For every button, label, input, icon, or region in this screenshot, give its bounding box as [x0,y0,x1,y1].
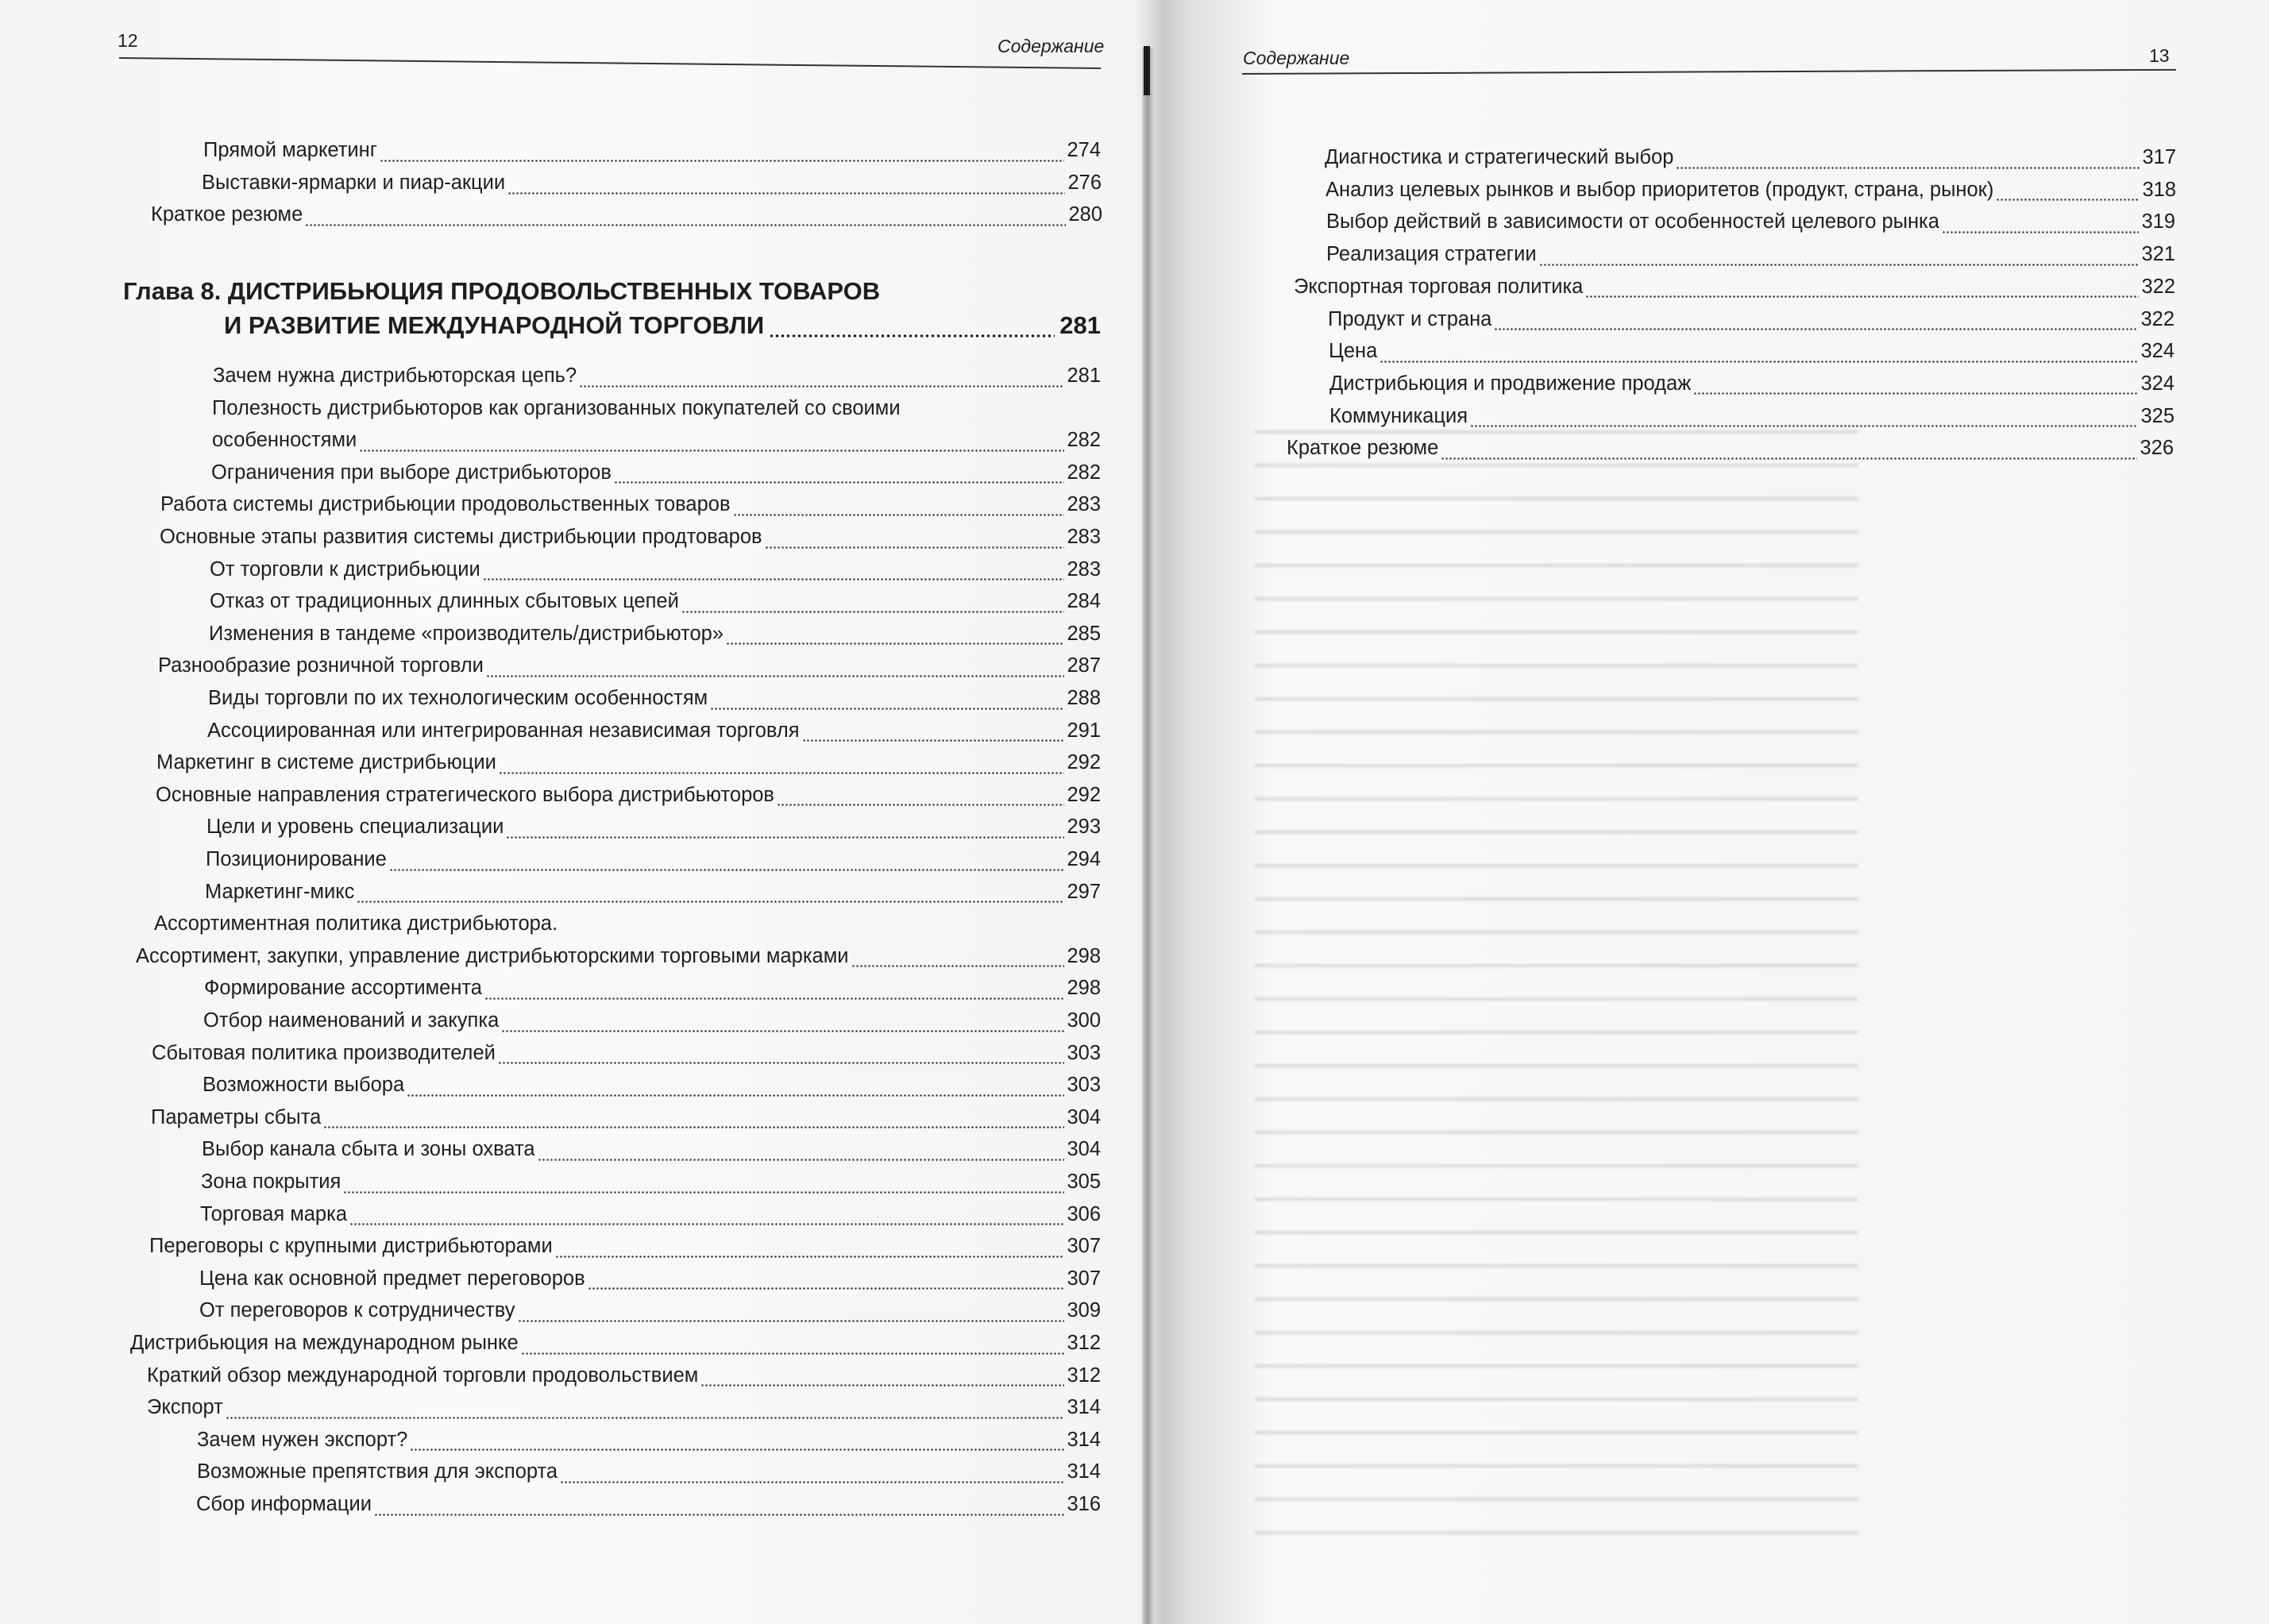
dot-leader [765,546,1065,549]
toc-entry-title: Дистрибьюция на международном рынке [130,1332,519,1354]
dot-leader [1693,392,2138,395]
toc-entry-title: Переговоры с крупными дистрибьюторами [149,1235,553,1258]
dot-leader [700,1384,1064,1387]
header-rule-left [119,57,1101,69]
toc-entry [136,945,1101,977]
dot-leader [588,1287,1065,1290]
dot-leader [726,642,1064,645]
page-number-right: 13 [2149,45,2170,66]
toc-entry [212,397,1101,429]
toc-entry [151,203,1102,235]
dot-leader [851,965,1065,967]
toc-entry-title: Экспорт [147,1396,223,1419]
toc-entry [147,1364,1101,1396]
toc-entry-title: Виды торговли по их технологическим особенностям [208,687,708,709]
toc-entry-title: Ограничения при выборе дистрибьюторов [211,461,612,484]
toc-entry [205,881,1101,912]
toc-entry-title: Краткий обзор международной торговли продовольствием [147,1364,699,1387]
toc-entry-title: Маркетинг в системе дистрибьюции [156,751,496,774]
running-header-right: Содержание [1243,48,1350,68]
toc-entry-page: 304 [1067,1105,1101,1128]
toc-entry-title: Формирование ассортимента [204,977,482,1000]
toc-entry [207,719,1101,751]
dot-leader [518,1320,1065,1322]
chapter-title-text: И РАЗВИТИЕ МЕЖДУНАРОДНОЙ ТОРГОВЛИ [224,311,765,339]
toc-entry-page: 314 [1067,1396,1101,1419]
toc-entry [1329,372,2174,404]
toc-entry-page: 324 [2140,372,2174,395]
toc-entry-title: Выбор действий в зависимости от особенностей целевого рынка [1326,210,1939,233]
dot-leader [323,1126,1064,1128]
toc-entry-page: 284 [1067,590,1101,613]
toc-entry-title: Полезность дистрибьюторов как организованных покупателей со своими [212,396,901,419]
toc-entry-title: Разнообразие розничной торговли [158,654,484,677]
toc-entry-page: 316 [1067,1493,1101,1515]
dot-leader [501,1030,1064,1032]
toc-entry-title: Диагностика и стратегический выбор [1325,146,1674,168]
toc-entry [160,526,1101,557]
toc-entry-page: 309 [1067,1299,1101,1322]
toc-entry-page: 312 [1067,1332,1101,1354]
toc-entry-title: Изменения в тандеме «производитель/дистрибьютор» [209,622,724,645]
toc-entry-page: 304 [1067,1138,1101,1161]
dot-leader [1539,264,2140,266]
toc-entry-page: 283 [1067,557,1101,581]
toc-entry-title: Зачем нужна дистрибьюторская цепь? [213,365,577,387]
toc-entry-title: Параметры сбыта [151,1105,322,1128]
toc-entry-page: 317 [2142,146,2176,168]
toc-entry-page: 326 [2140,437,2174,460]
toc-entry-page: 298 [1067,977,1101,1000]
toc-entry-title: Реализация стратегии [1326,243,1537,266]
toc-entry-page: 322 [2140,307,2174,330]
toc-entry-page: 303 [1067,1074,1101,1097]
toc-entry [200,1203,1101,1235]
toc-entry-page: 294 [1067,848,1101,870]
toc-entry [206,848,1101,880]
dot-leader [733,514,1065,516]
toc-entry [147,1396,1101,1428]
toc-entry [210,590,1101,622]
toc-entry-page: 307 [1067,1267,1101,1290]
toc-entry-title: Цели и уровень специализации [206,816,504,839]
toc-entry-title: Ассоциированная или интегрированная независимая торговля [207,719,800,742]
toc-entry-title: Продукт и страна [1328,307,1492,330]
toc-entry [209,623,1101,654]
dot-leader [769,334,1055,338]
toc-entry [206,816,1101,847]
dot-leader [1380,361,2138,363]
toc-entry-page: 319 [2141,210,2175,233]
toc-entry-title: особенностями [212,429,357,452]
toc-entry-page: 276 [1067,172,1102,194]
toc-entry-title: Цена как основной предмет переговоров [199,1267,585,1290]
dot-leader [226,1417,1065,1419]
toc-entry-page: 280 [1068,203,1102,226]
toc-entry-page: 282 [1067,429,1101,452]
toc-entry-title: Позиционирование [206,848,387,870]
toc-entry-page: 305 [1067,1171,1101,1193]
toc-entry [149,1235,1101,1267]
toc-entry-page: 306 [1067,1202,1101,1225]
toc-entry-page: 321 [2141,243,2175,266]
toc-entry-page: 300 [1067,1009,1101,1032]
dot-leader [499,772,1065,774]
toc-entry [1294,276,2175,307]
toc-entry-page: 283 [1067,493,1101,516]
toc-entry-page: 318 [2142,178,2176,201]
dot-leader [560,1481,1064,1483]
toc-entry-page: 312 [1067,1364,1101,1387]
toc-entry-page: 282 [1067,461,1101,484]
dot-leader [305,224,1066,226]
toc-entry-title: Ассортиментная политика дистрибьютора. [154,912,558,935]
toc-entry [160,493,1101,525]
dot-leader [343,1191,1064,1194]
toc-entry-page: 288 [1067,687,1101,709]
toc-entry [213,365,1101,396]
dot-leader [349,1223,1064,1225]
toc-entry-title: Сбор информации [196,1493,372,1515]
toc-entry [202,1138,1101,1170]
dot-leader [389,869,1065,871]
book-gutter [1142,48,1153,1624]
toc-entry-page: 297 [1067,880,1101,903]
toc-entry [152,1042,1101,1074]
dot-leader [802,739,1065,742]
toc-entry-title: Краткое резюме [151,203,303,226]
header-rule-right [1242,69,2176,75]
toc-entry-title: Выставки-ярмарки и пиар-акции [202,172,506,194]
toc-entry-title: Основные направления стратегического выбора дистрибьюторов [156,783,774,806]
toc-entry [1325,146,2176,178]
toc-entry-title: Выбор канала сбыта и зоны охвата [202,1138,535,1161]
toc-entry-title: Возможности выбора [203,1074,405,1097]
chapter-page: 281 [1059,311,1101,339]
toc-entry [158,654,1101,686]
dot-leader [484,997,1064,1000]
dot-leader [681,611,1065,613]
dot-leader [710,708,1064,710]
toc-entry [203,1074,1101,1105]
toc-entry-title: Краткое резюме [1287,437,1439,460]
dot-leader [538,1159,1065,1161]
toc-entry-title: Маркетинг-микс [205,880,355,903]
toc-entry [197,1460,1101,1492]
toc-entry-page: 325 [2140,404,2174,427]
toc-entry [154,912,1101,944]
toc-entry-title: Зона покрытия [201,1171,342,1193]
toc-entry [212,429,1101,461]
dot-leader [777,804,1064,806]
toc-entry-title: Коммуникация [1329,404,1468,427]
dot-leader [506,836,1064,839]
toc-entry [1326,179,2176,210]
toc-entry-title: Сбытовая политика производителей [152,1041,496,1064]
toc-entry-title: Экспортная торговая политика [1294,275,1584,298]
toc-entry-page: 274 [1067,139,1101,161]
toc-entry-title: Зачем нужен экспорт? [197,1428,408,1451]
toc-entry-page: 293 [1067,816,1101,839]
toc-entry-page: 292 [1067,783,1101,806]
running-header-left: Содержание [998,36,1105,56]
toc-entry-title: Возможные препятствия для экспорта [197,1460,558,1483]
toc-entry [202,172,1102,203]
dot-leader [1494,328,2138,330]
toc-entry [156,784,1101,816]
toc-entry-page: 314 [1067,1460,1101,1483]
dot-leader [1996,199,2140,201]
toc-entry-page: 307 [1067,1235,1101,1258]
toc-entry-title: Торговая марка [200,1202,347,1225]
toc-entry [204,977,1101,1009]
toc-entry-page: 283 [1067,526,1101,548]
toc-entry-page: 281 [1067,365,1101,387]
toc-entry [156,751,1101,783]
toc-entry-title: Основные этапы развития системы дистрибьюции продтоваров [160,526,762,548]
toc-entry-title: От переговоров к сотрудничеству [199,1299,515,1322]
chapter-title-line1: Глава 8. ДИСТРИБЬЮЦИЯ ПРОДОВОЛЬСТВЕННЫХ ТОВАРОВ [123,277,881,305]
toc-entry-page: 322 [2141,275,2175,298]
toc-entry-page: 324 [2140,340,2174,363]
show-through-text [1255,413,1858,1541]
toc-entry [151,1106,1101,1138]
toc-entry-title: Прямой маркетинг [203,139,378,161]
toc-entry-page: 292 [1067,751,1101,774]
toc-entry [130,1332,1101,1364]
dot-leader [521,1352,1065,1355]
toc-entry-page: 287 [1067,654,1101,677]
dot-leader [1942,231,2140,233]
dot-leader [357,901,1064,903]
toc-entry [1329,340,2174,372]
toc-entry [1328,308,2174,340]
toc-entry [197,1429,1101,1460]
toc-entry-title: Работа системы дистрибьюции продовольственных товаров [160,493,731,516]
toc-entry-title: Ассортимент, закупки, управление дистрибьюторскими торговыми марками [136,944,849,967]
toc-entry [211,461,1101,493]
dot-leader [410,1448,1064,1451]
dot-leader [507,192,1065,195]
dot-leader [380,160,1064,162]
toc-entry [199,1267,1101,1299]
toc-entry [210,558,1101,590]
toc-entry-title: Анализ целевых рынков и выбор приоритетов (продукт, страна, рынок) [1326,178,1994,201]
toc-entry-page: 314 [1067,1428,1101,1451]
toc-entry [203,1009,1101,1041]
toc-entry [1326,210,2175,242]
chapter-title-line2 [224,311,1101,346]
toc-entry-title: Отказ от традиционных длинных сбытовых цепей [210,590,679,613]
page-number-left: 12 [118,30,138,51]
toc-entry [196,1493,1101,1525]
dot-leader [486,675,1065,677]
dot-leader [1585,295,2139,298]
toc-entry-title: Отбор наименований и закупка [203,1009,500,1032]
toc-entry [208,687,1101,719]
dot-leader [359,449,1064,452]
dot-leader [1676,167,2140,169]
toc-entry-page: 291 [1067,719,1101,742]
dot-leader [555,1256,1065,1258]
dot-leader [374,1514,1065,1516]
dot-leader [407,1094,1064,1097]
spine-mark [1144,46,1150,95]
toc-entry-title: От торговли к дистрибьюции [210,557,480,581]
toc-entry-page: 285 [1067,622,1101,645]
dot-leader [579,385,1064,388]
toc-entry [199,1299,1101,1331]
dot-leader [498,1062,1065,1064]
toc-entry-title: Дистрибьюция и продвижение продаж [1329,372,1692,395]
dot-leader [614,481,1065,484]
toc-entry-page: 303 [1067,1041,1101,1064]
toc-entry [1326,243,2175,275]
toc-entry-title: Цена [1329,340,1378,363]
toc-entry [203,139,1101,171]
toc-entry [201,1171,1101,1202]
dot-leader [483,578,1065,581]
toc-entry-page: 298 [1067,944,1101,967]
